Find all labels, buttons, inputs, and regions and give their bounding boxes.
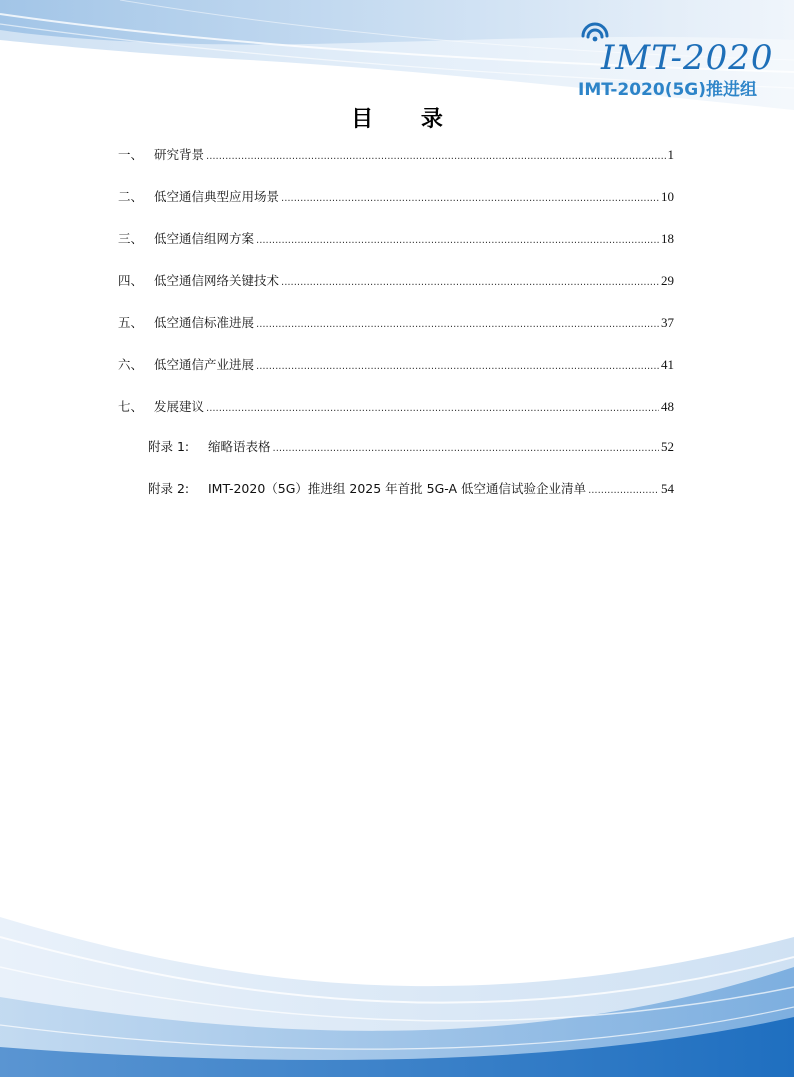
toc-appendix-page: 52 [661, 439, 674, 454]
toc-entry-label: 低空通信组网方案 [154, 231, 255, 246]
toc-entry[interactable] [118, 355, 674, 381]
toc-entry[interactable] [118, 145, 674, 171]
toc-entry-page: 18 [661, 231, 674, 246]
dot-leader [273, 443, 659, 454]
toc-entry-label: 低空通信标准进展 [154, 315, 255, 330]
toc-entry-label: 研究背景 [154, 147, 205, 162]
toc-entry-page: 37 [661, 315, 674, 330]
toc-entry-number: 六、 [118, 357, 144, 372]
toc-appendix-entry[interactable] [148, 479, 674, 505]
toc-appendix-page: 54 [661, 481, 674, 496]
toc-entry-label: 发展建议 [154, 399, 205, 414]
toc-entry-page: 41 [661, 357, 674, 372]
toc-appendix-entry[interactable] [148, 437, 674, 463]
toc-title: 目 录 [351, 107, 463, 132]
toc-entry-number: 五、 [118, 315, 144, 330]
toc-entry-number: 二、 [118, 189, 144, 204]
toc-entry[interactable] [118, 271, 674, 297]
dot-leader [281, 193, 659, 204]
dot-leader [256, 361, 659, 372]
toc-appendix-number: 附录 2: [148, 481, 190, 496]
toc-appendix-label: IMT-2020（5G）推进组 2025 年首批 5G-A 低空通信试验企业清单 [208, 481, 587, 496]
dot-leader [256, 235, 659, 246]
toc-entry-number: 三、 [118, 231, 144, 246]
toc-entry[interactable] [118, 187, 674, 213]
dot-leader [206, 403, 659, 414]
org-name: IMT-2020(5G)推进组 [578, 80, 758, 100]
toc-appendix-label: 缩略语表格 [208, 439, 271, 454]
toc-entry-page: 10 [661, 189, 674, 204]
dot-leader [206, 151, 665, 162]
dot-leader [281, 277, 659, 288]
toc-entry-page: 48 [661, 399, 674, 414]
toc-entry-page: 1 [667, 147, 674, 162]
toc-appendix-number: 附录 1: [148, 439, 190, 454]
toc-entry-number: 一、 [118, 147, 144, 162]
footer-wave-decoration [0, 907, 794, 1077]
dot-leader [256, 319, 659, 330]
toc-entry-label: 低空通信典型应用场景 [154, 189, 280, 204]
toc-entry-number: 四、 [118, 273, 144, 288]
toc-entry[interactable] [118, 229, 674, 255]
logo-wordmark: IMT-2020 [601, 38, 774, 78]
toc-entry[interactable] [118, 397, 674, 423]
dot-leader [588, 485, 659, 496]
toc-entry-number: 七、 [118, 399, 144, 414]
toc-entry-label: 低空通信网络关键技术 [154, 273, 280, 288]
toc-entry-label: 低空通信产业进展 [154, 357, 255, 372]
toc-entry[interactable] [118, 313, 674, 339]
toc-entry-page: 29 [661, 273, 674, 288]
imt-2020-logo [575, 14, 775, 104]
